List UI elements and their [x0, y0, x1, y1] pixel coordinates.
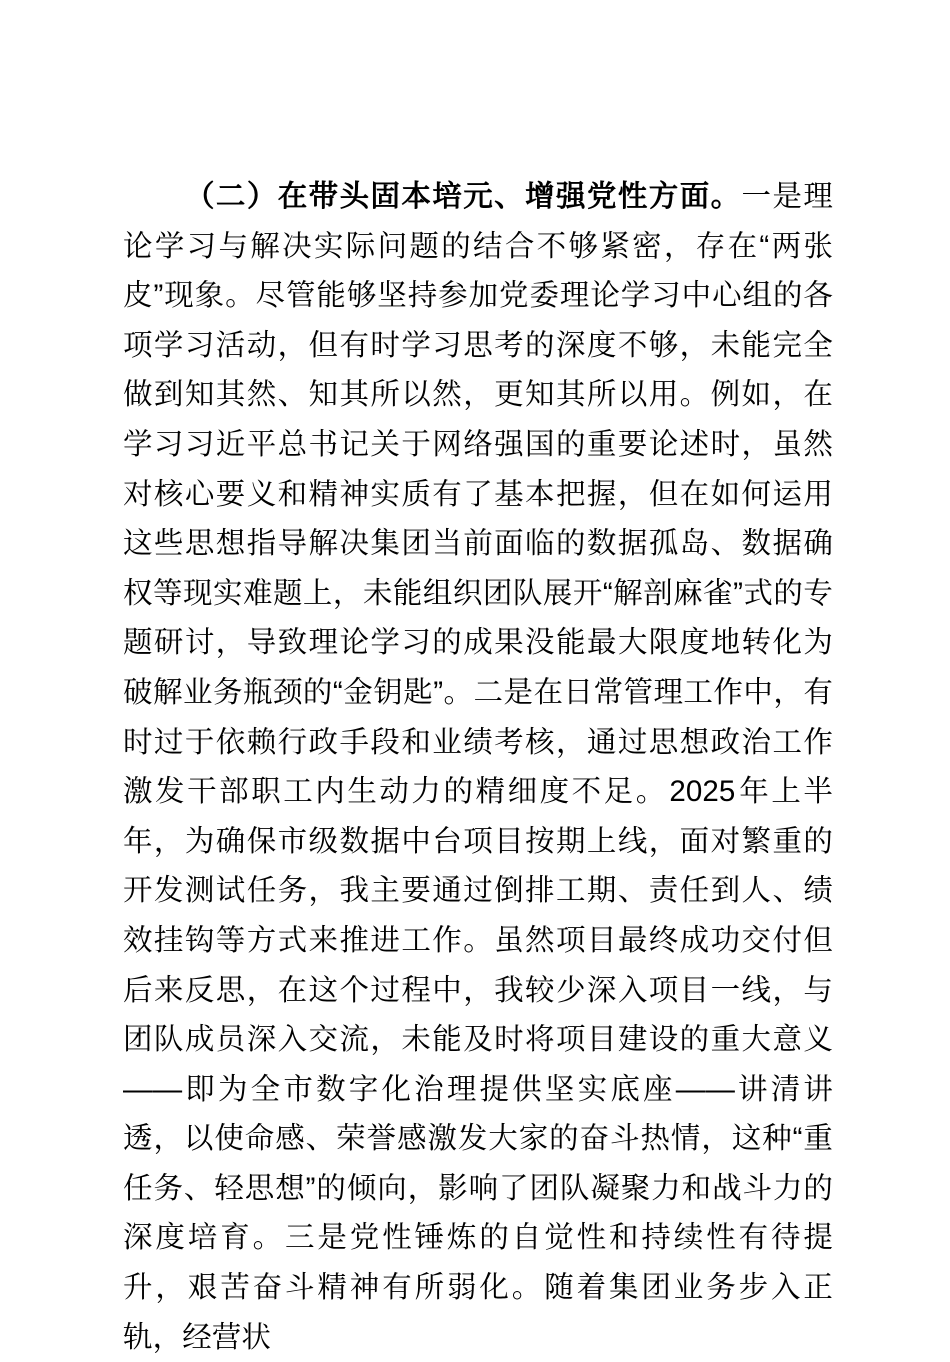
document-body: [123, 172, 833, 1362]
section-paragraph: [123, 172, 833, 1362]
section-body-text-part-2: 年上半年，为确保市级数据中台项目按期上线，面对繁重的开发测试任务，我主要通过倒排工期、责任到人、绩效挂钩等方式来推进工作。虽然项目最终成功交付但后来反思，在这个过程中，我较少深入项目一线，与团队成员深入交流，未能及时将项目建设的重大意义——即为全市数字化治理提供坚实底座——讲清讲透，以使命感、荣誉感激发大家的奋斗热情，这种“重任务、轻思想”的倾向，影响了团队凝聚力和战斗力的深度培育。三是党性锤炼的自觉性和持续性有待提升，艰苦奋斗精神有所弱化。随着集团业务步入正轨，经营状: [123, 775, 833, 1354]
section-heading: （二）在带头固本培元、增强党性方面。: [185, 180, 742, 213]
year-value: 2025: [669, 775, 736, 809]
section-body-text-part-1: 一是理论学习与解决实际问题的结合不够紧密，存在“两张皮”现象。尽管能够坚持参加党委理论学习中心组的各项学习活动，但有时学习思考的深度不够，未能完全做到知其然、知其所以然，更知其所以用。例如，在学习习近平总书记关于网络强国的重要论述时，虽然对核心要义和精神实质有了基本把握，但在如何运用这些思想指导解决集团当前面临的数据孤岛、数据确权等现实难题上，未能组织团队展开“解剖麻雀”式的专题研讨，导致理论学习的成果没能最大限度地转化为破解业务瓶颈的“金钥匙”。二是在日常管理工作中，有时过于依赖行政手段和业绩考核，通过思想政治工作激发干部职工内生动力的精细度不足。: [123, 180, 833, 809]
